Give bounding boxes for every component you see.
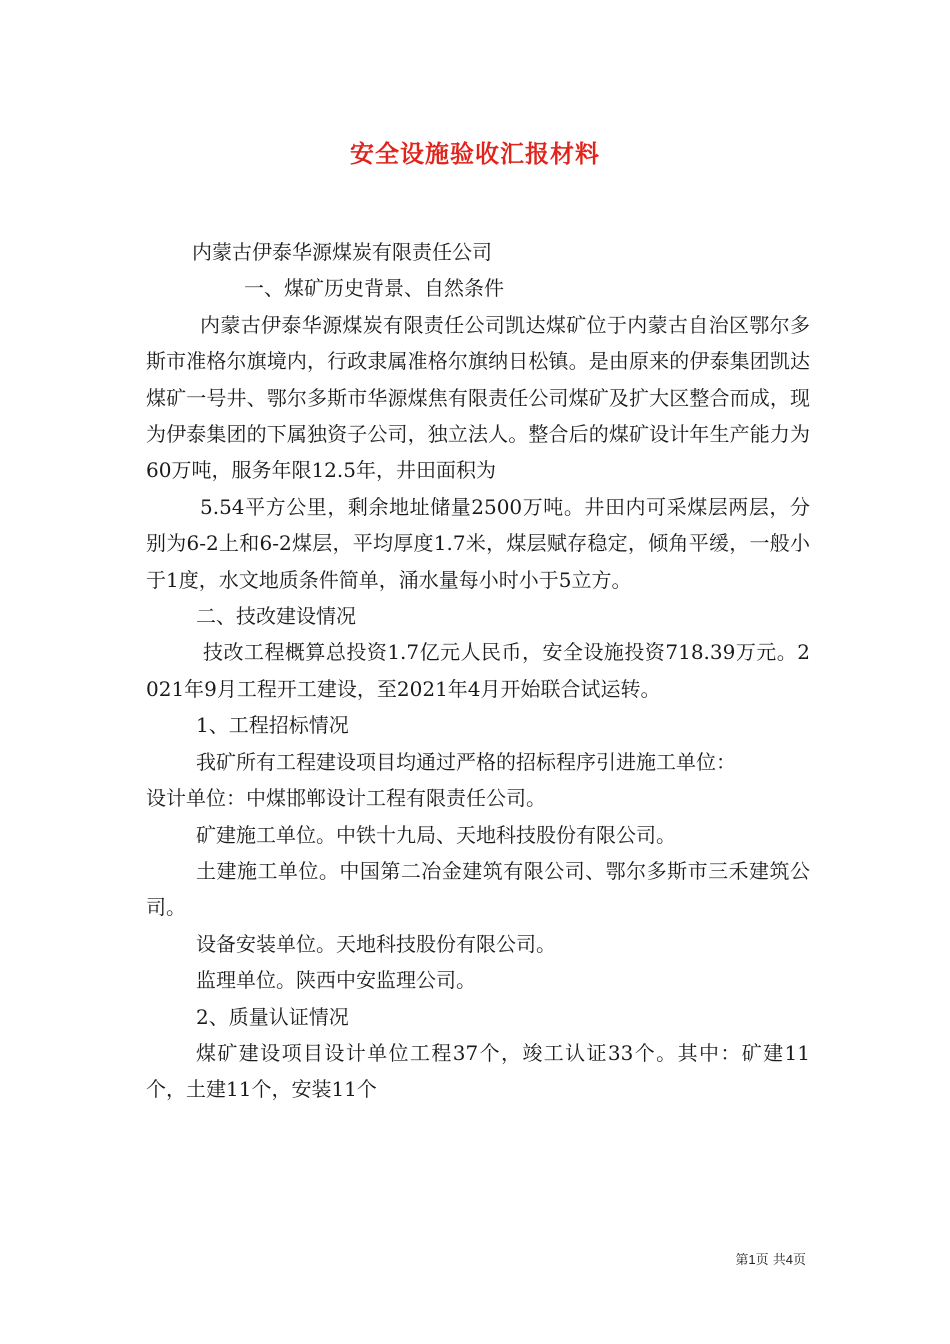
paragraph-history: 内蒙古伊泰华源煤炭有限责任公司凯达煤矿位于内蒙古自治区鄂尔多斯市准格尔旗境内，行政隶属准格尔旗纳日松镇。是由原来的伊泰集团凯达煤矿一号井、鄂尔多斯市华源煤焦有限责任公司煤矿及扩大区整合而成，现为伊泰集团的下属独资子公司，独立法人。整合后的煤矿设计年生产能力为60万吨，服务年限12.5年，井田面积为 bbox=[146, 312, 810, 483]
total-page-number: 4 bbox=[785, 1252, 793, 1267]
company-name: 内蒙古伊泰华源煤炭有限责任公司 bbox=[192, 240, 492, 264]
document-body bbox=[146, 234, 810, 1108]
design-unit-line: 设计单位：中煤邯郸设计工程有限责任公司。 bbox=[146, 786, 546, 811]
mine-construction-line: 矿建施工单位。中铁十九局、天地科技股份有限公司。 bbox=[196, 822, 676, 847]
page-middle: 页 共 bbox=[755, 1253, 786, 1268]
civil-construction-line: 土建施工单位。中国第二冶金建筑有限公司、鄂尔多斯市三禾建筑公司。 bbox=[146, 858, 810, 920]
page-title: 安全设施验收汇报材料 bbox=[350, 139, 600, 168]
paragraph-bidding: 我矿所有工程建设项目均通过严格的招标程序引进施工单位： bbox=[196, 749, 736, 774]
subheading-quality: 2、质量认证情况 bbox=[196, 1004, 349, 1029]
paragraph-quality: 煤矿建设项目设计单位工程37个，竣工认证33个。其中：矿建11个，土建11个，安装11个 bbox=[146, 1040, 810, 1102]
section-heading-history: 一、煤矿历史背景、自然条件 bbox=[244, 276, 504, 301]
page-prefix: 第 bbox=[735, 1253, 749, 1268]
section-heading-construction: 二、技改建设情况 bbox=[196, 604, 356, 629]
supervision-line: 监理单位。陕西中安监理公司。 bbox=[196, 968, 476, 993]
page-suffix: 页 bbox=[792, 1253, 806, 1268]
current-page-number: 1 bbox=[748, 1252, 756, 1267]
equipment-install-line: 设备安装单位。天地科技股份有限公司。 bbox=[196, 931, 556, 956]
paragraph-geology: 5.54平方公里，剩余地址储量2500万吨。井田内可采煤层两层，分别为6-2上和6-2煤层，平均厚度1.7米，煤层赋存稳定，倾角平缓，一般小于1度，水文地质条件简单，涌水量每小时小于5立方。 bbox=[146, 494, 810, 592]
paragraph-investment: 技改工程概算总投资1.7亿元人民币，安全设施投资718.39万元。2021年9月工程开工建设，至2021年4月开始联合试运转。 bbox=[146, 640, 810, 701]
subheading-bidding: 1、工程招标情况 bbox=[196, 713, 349, 738]
page-number-footer bbox=[735, 1249, 806, 1268]
